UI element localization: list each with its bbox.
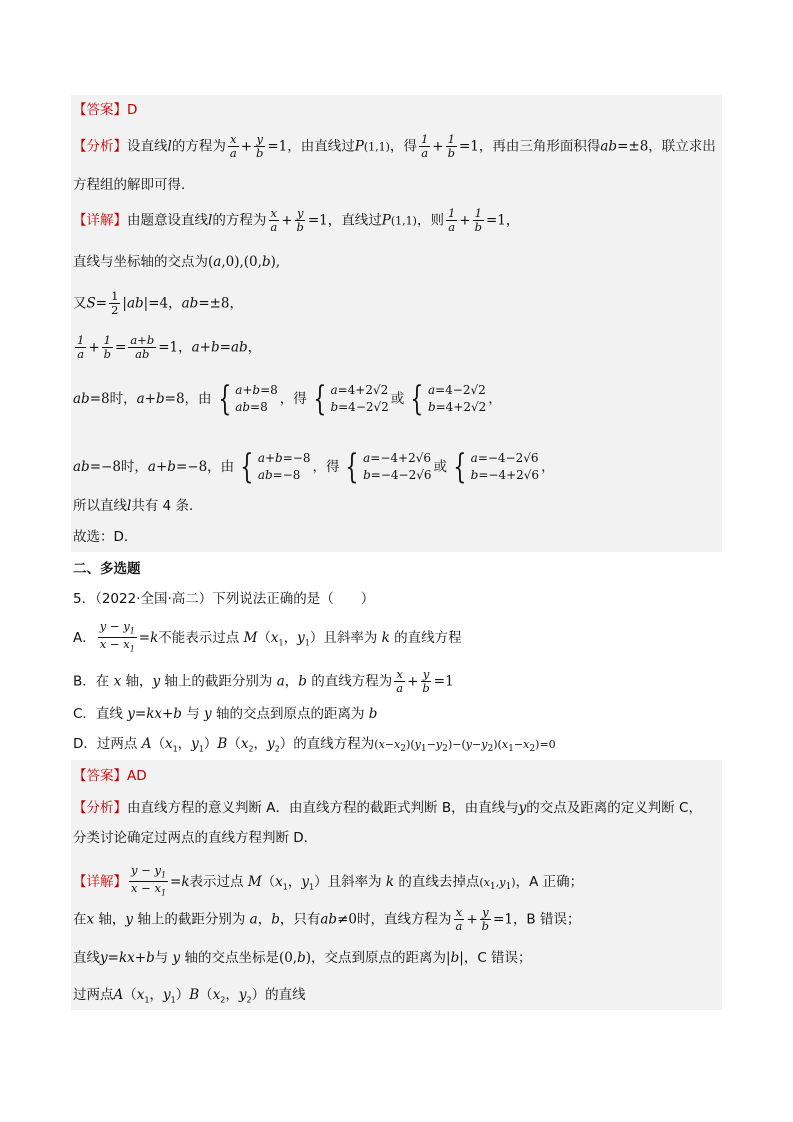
q5-option-c: C．直线 y=kx+b 与 y 轴的交点到原点的距离为 b [73, 706, 378, 722]
q5-answer-value: AD [127, 768, 147, 784]
q5-detail-line2: 在x 轴，y 轴上的截距分别为 a，b，只有ab≠0时，直线方程为 $\frac{x}{a}$ + $\frac{y}{b}$ =1，B 错误； [73, 905, 581, 933]
detail-tag: 【详解】 [73, 212, 127, 229]
q4-intercepts-line: 直线与坐标轴的交点为(a,0),(0,b), [73, 254, 281, 270]
q4-detail-line: 【详解】由题意设直线l的方程为 $\frac{x}{a}$ + $\frac{y}{b}$ =1，直线过P(1,1)，则 $\frac{1}{a}$ + $\frac{1}{b}$ =1， [73, 206, 520, 234]
q5-detail-line3: 直线y=kx+b与 y 轴的交点坐标是(0,b)，交点到原点的距离为|b|，C 错误； [73, 950, 532, 966]
q5-option-d: D．过两点 $A(x_1$，$y_1)B(x_2$，$y_2$）的直线方程为$(x-x_2)(y_1-y_2)-(y-y_2)(x_1-x_2)=0$ [73, 736, 556, 755]
math-fraction: $\frac{x}{a}$ [229, 132, 237, 160]
q4-case1-line: ab=8时，a+b=8，由 { a+b=8 ab=8 ，得 { a=4+2√2 b=4−2√2 或 { a=4−2√2 b=4+2√2 ， [73, 379, 502, 419]
math-fraction: $\frac{y}{b}$ [256, 132, 264, 160]
math-fraction: $\frac{1}{a}$ [420, 132, 429, 160]
q5-answer-line: 【答案】AD [73, 768, 147, 784]
section-title: 二、多选题 [73, 561, 141, 577]
q5-option-b: B．在 x 轴，y 轴上的截距分别为 a，b 的直线方程为 $\frac{x}{a}$ + $\frac{y}{b}$ =1 [73, 667, 454, 695]
q4-area-line: 又S= $\frac{1}{2}$ |ab|=4，ab=±8， [73, 289, 244, 317]
q4-analysis-line2: 方程组的解即可得． [73, 177, 195, 193]
answer-tag: 【答案】 [73, 102, 127, 118]
q4-analysis-line: 【分析】设直线l的方程为 $\frac{x}{a}$ + $\frac{y}{b}$ =1，由直线过P(1,1)，得 $\frac{1}{a}$ + $\frac{1}{b}$ =1，再由三角形面积得ab=±8，联立求出 [73, 132, 716, 160]
q4-answer-value: D [127, 102, 138, 118]
q5-option-a: A． $\frac{y - y_1}{x - x_1}$ =k不能表示过点 $M(x_1$，$y_1$）且斜率为 k 的直线方程 [73, 619, 462, 654]
q5-analysis-line: 【分析】由直线方程的意义判断 A．由直线方程的截距式判断 B，由直线与y的交点及距离的定义判断 C， [73, 800, 702, 816]
q4-case2-line: ab=−8时，a+b=−8，由 { a+b=−8 ab=−8 ，得 { a=−4+2√6 b=−4−2√6 或 { a=−4−2√6 b=−4+2√6 ， [73, 447, 555, 487]
q5-stem: 5．（2022·全国·高二）下列说法正确的是（ ） [73, 591, 375, 607]
q4-sum-line: $\frac{1}{a}$ + $\frac{1}{b}$ = $\frac{a+b}{ab}$ =1，a+b=ab， [77, 333, 262, 361]
q5-analysis-line2: 分类讨论确定过两点的直线方程判断 D． [73, 830, 318, 846]
q5-detail-line4: 过两点$A(x_1$，$y_1)B(x_2$，$y_2$）的直线 [73, 987, 306, 1005]
q5-detail-line1: 【详解】 $\frac{y - y_1}{x - x_1}$ =k表示过点 $M(x_1$，$y_1$）且斜率为 k 的直线去掉点$(x_1,y_1)$，A 正确； [73, 863, 584, 898]
analysis-tag: 【分析】 [73, 138, 127, 155]
math-fraction: $\frac{1}{b}$ [447, 132, 455, 160]
q4-choose-line: 故选：D． [73, 529, 138, 545]
q4-conclusion-line: 所以直线l共有 4 条． [73, 498, 203, 514]
q4-answer-line [73, 101, 137, 119]
